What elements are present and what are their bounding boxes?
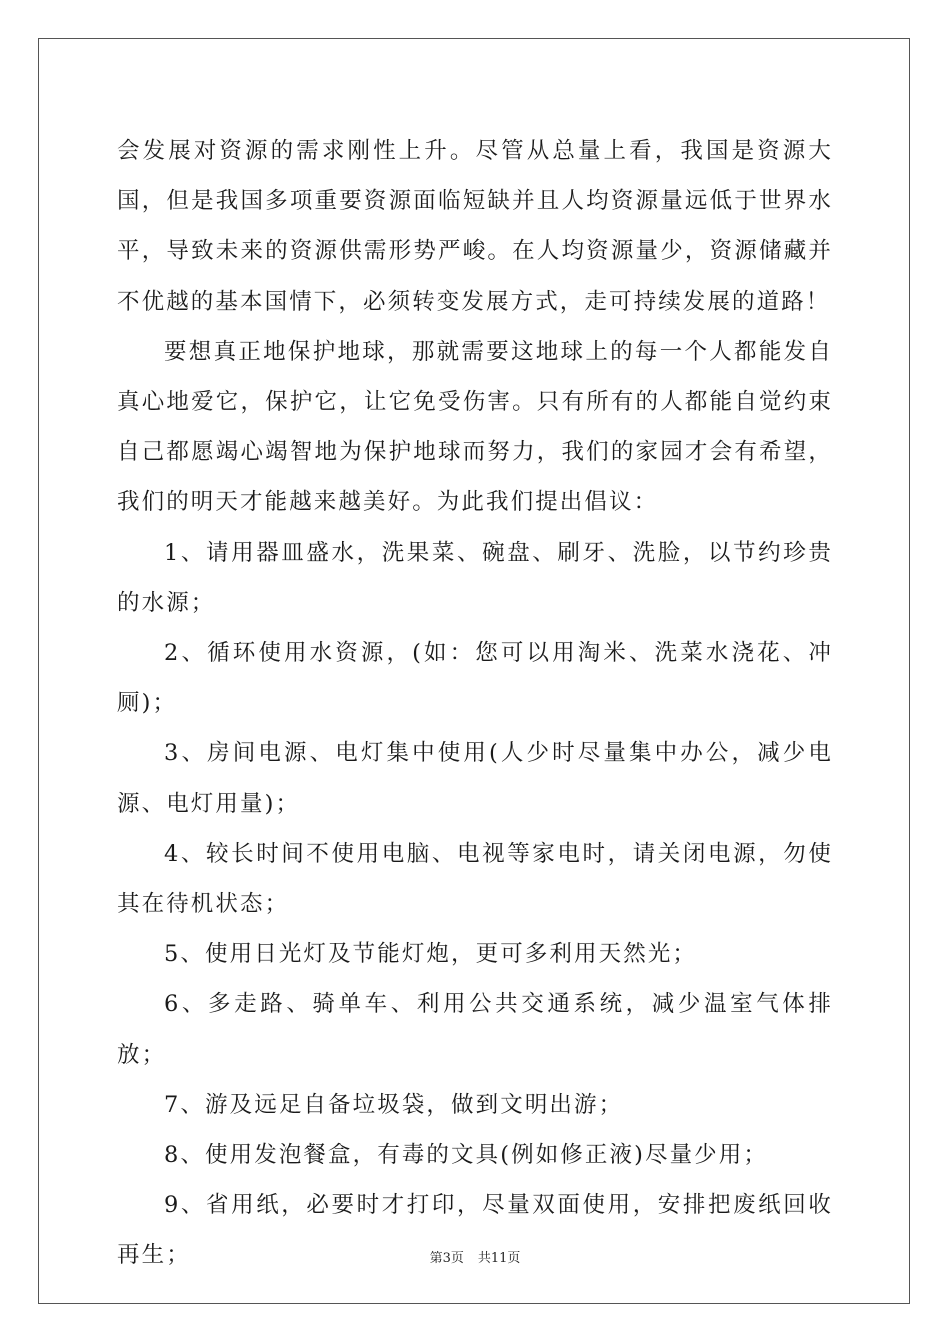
page-footer — [0, 1247, 950, 1266]
list-item: 2、循环使用水资源，(如：您可以用淘米、洗菜水浇花、冲厕)； — [117, 640, 833, 717]
paragraph: 要想真正地保护地球，那就需要这地球上的每一个人都能发自真心地爱它，保护它，让它免受伤害。只有所有的人都能自觉约束自己都愿竭心竭智地为保护地球而努力，我们的家园才会有希望，我们的明天才能越来越美好。为此我们提出倡议： — [117, 338, 833, 516]
list-item: 5、使用日光灯及节能灯炮，更可多利用天然光； — [164, 941, 698, 968]
page-number-total: 共11页 — [477, 1251, 521, 1266]
list-item: 7、游及远足自备垃圾袋，做到文明出游； — [164, 1091, 624, 1118]
list-item: 6、多走路、骑单车、利用公共交通系统，减少温室气体排放； — [117, 991, 833, 1068]
list-item: 9、省用纸，必要时才打印，尽量双面使用，安排把废纸回收再生； — [117, 1192, 833, 1269]
list-item: 8、使用发泡餐盒，有毒的文具(例如修正液)尽量少用； — [164, 1142, 768, 1169]
paragraph: 会发展对资源的需求刚性上升。尽管从总量上看，我国是资源大国，但是我国多项重要资源面临短缺并且人均资源量远低于世界水平，导致未来的资源供需形势严峻。在人均资源量少，资源储藏并不优越的基本国情下，必须转变发展方式，走可持续发展的道路！ — [117, 138, 833, 315]
list-item: 4、较长时间不使用电脑、电视等家电时，请关闭电源，勿使其在待机状态； — [117, 840, 833, 918]
list-item: 3、房间电源、电灯集中使用(人少时尽量集中办公，减少电源、电灯用量)； — [117, 740, 833, 817]
page-number-current: 第3页 — [429, 1251, 464, 1266]
list-item: 1、请用器皿盛水，洗果菜、碗盘、刷牙、洗脸，以节约珍贵的水源； — [117, 539, 833, 616]
document-body — [117, 126, 833, 1281]
